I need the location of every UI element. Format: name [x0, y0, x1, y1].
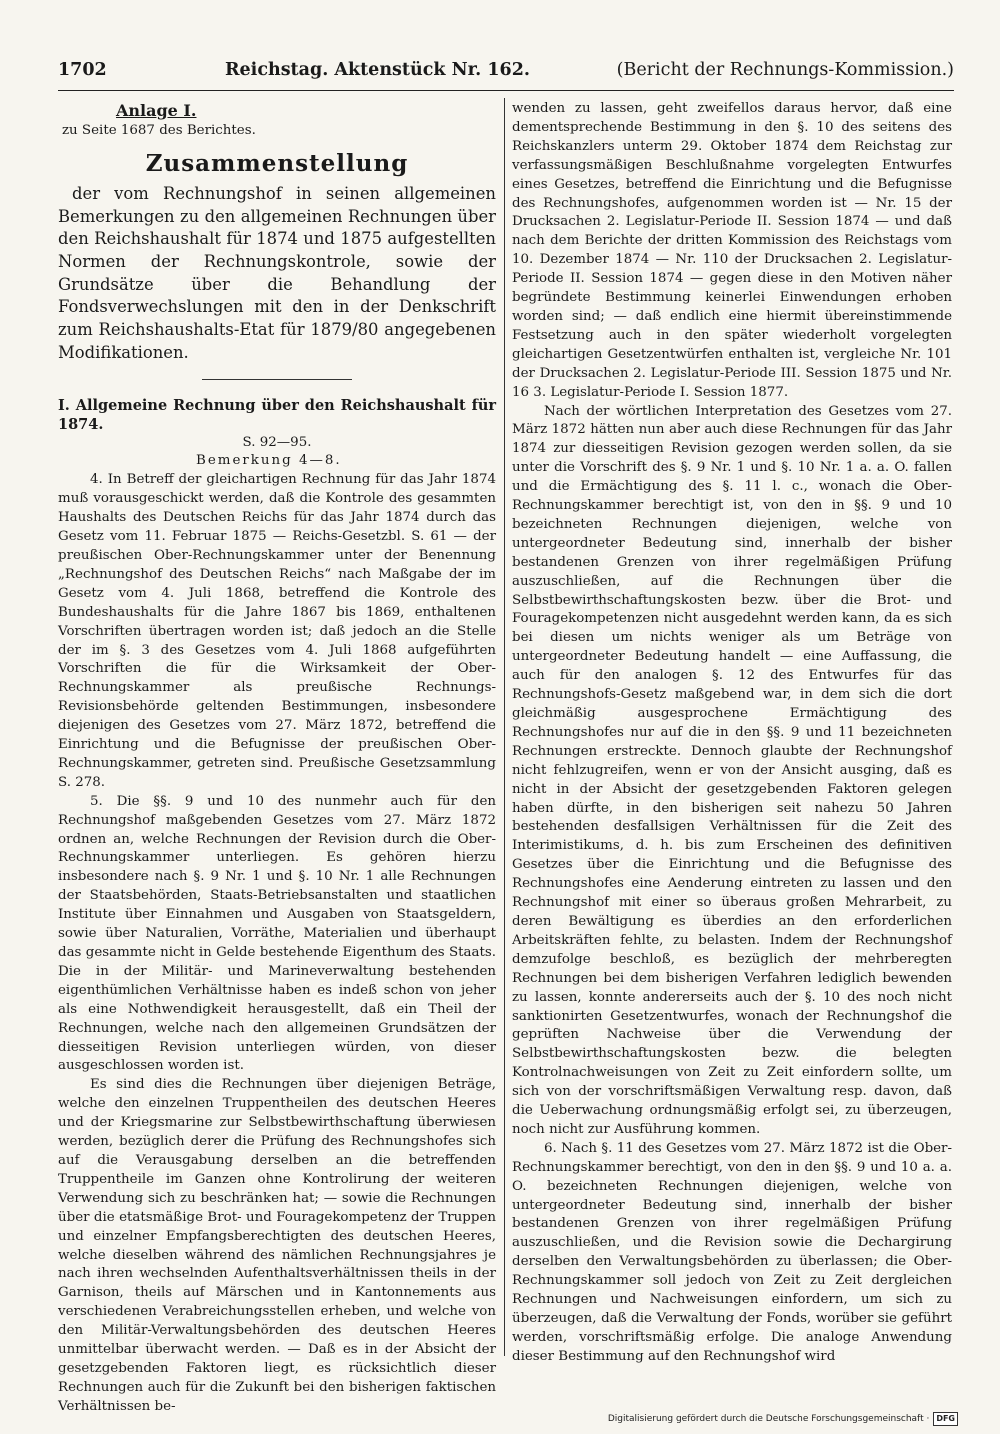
paragraph-5-continued: Es sind dies die Rechnungen über diejenigen Beträge, welche den einzelnen Truppentheilen des deutschen Heeres und der Kriegsmarine zur Selbstbewirthschaftung überwiesen werden, bezüglich derer die Prüfung des Rechnungshofes sich auf die Verausgabung derselben an die betreffenden Truppentheile im Ganzen ohne Kontrolirung der weiteren Verwendung sich zu beschränken hat; — sowie die Rechnungen über die etatsmäßige Brot- und Fouragekompetenz der Truppen und einzelner Empfangsberechtigten des deutschen Heeres, welche dieselben während des nämlichen Rechnungsjahres je nach ihren wechselnden Aufenthaltsverhältnissen theils in der Garnison, theils auf Märschen und in Kantonnements aus verschiedenen Verabreichungsstellen erheben, und welche von den Militär-Verwaltungsbehörden des deutschen Heeres unmittelbar überwacht werden. — Daß es in der Absicht der gesetzgebenden Faktoren liegt, es rücksichtlich dieser Rechnungen auch für die Zukunft bei den bisherigen faktischen Verhältnissen be- — [58, 1077, 496, 1414]
page-reference: zu Seite 1687 des Berichtes. — [62, 123, 256, 138]
left-column — [58, 100, 496, 1417]
section-heading: I. Allgemeine Rechnung über den Reichshaushalt für 1874. — [58, 396, 496, 433]
digitization-footer — [608, 1412, 958, 1426]
header-report: (Bericht der Rechnungs-Kommission.) — [616, 60, 954, 80]
dfg-logo: DFG — [933, 1412, 958, 1426]
paragraph-6: 6. Nach §. 11 des Gesetzes vom 27. März 1872 ist die Ober-Rechnungskammer berechtigt, von den in den §§. 9 und 10 a. a. O. bezeichneten Rechnungen diejenigen, welche von untergeordneter Bedeutung sind, innerhalb der bisher bestandenen Grenzen von ihrer regelmäßigen Prüfung auszuschließen, und die Revision sowie die Dechargirung derselben den Verwaltungsbehörden zu überlassen; die Ober-Rechnungskammer soll jedoch von Zeit zu Zeit dergleichen Rechnungen und Nachweisungen einfordern, um sich zu überzeugen, daß die Verwaltung der Fonds, worüber sie geführt werden, vorschriftsmäßig erfolge. Die analoge Anwendung dieser Bestimmung auf den Rechnungshof wird — [512, 1140, 952, 1364]
anlage-label: Anlage I. — [116, 101, 197, 120]
running-header — [58, 56, 954, 91]
title-description: der vom Rechnungshof in seinen allgemeinen Bemerkungen zu den allgemeinen Rechnungen über den Reichshaushalt für 1874 und 1875 aufgestellten Normen der Rechnungskontrole, sowie der Grundsätze über die Behandlung der Fondsverwechslungen mit den in der Denkschrift zum Reichshaushalts-Etat für 1879/80 angegebenen Modifikationen. — [58, 183, 496, 362]
paragraph-4: 4. In Betreff der gleichartigen Rechnung für das Jahr 1874 muß vorausgeschickt werden, daß die Kontrole des gesammten Haushalts des Deutschen Reichs für das Jahr 1874 durch das Gesetz vom 11. Februar 1875 — Reichs-Gesetzbl. S. 61 — der preußischen Ober-Rechnungskammer unter der Benennung „Rechnungshof des Deutschen Reichs“ nach Maßgabe der im Gesetz vom 4. Juli 1868, betreffend die Kontrole des Bundeshaushalts für die Jahre 1867 bis 1869, enthaltenen Vorschriften übertragen worden ist; daß jedoch an die Stelle der im §. 3 des Gesetzes vom 4. Juli 1868 aufgeführten Vorschriften die für die Wirksamkeit der Ober-Rechnungskammer als preußische Rechnungs-Revisionsbehörde geltenden Bestimmungen, insbesondere diejenigen des Gesetzes vom 27. März 1872, betreffend die Einrichtung und die Befugnisse der preußischen Ober-Rechnungskammer, getreten sind. Preußische Gesetzsammlung S. 278. — [58, 472, 496, 790]
page-number: 1702 — [58, 60, 107, 80]
header-title: Reichstag. Aktenstück Nr. 162. — [225, 60, 530, 80]
paragraph-continuation: wenden zu lassen, geht zweifellos daraus hervor, daß eine dementsprechende Bestimmung in den §. 10 des seitens des Reichskanzlers unterm 29. Oktober 1874 dem Reichstag zur verfassungsmäßigen Beschlußnahme vorgelegten Entwurfes eines Gesetzes, betreffend die Einrichtung und die Befugnisse des Rechnungshofes, aufgenommen worden ist — Nr. 15 der Drucksachen 2. Legislatur-Periode II. Session 1874 — und daß nach dem Berichte der dritten Kommission des Reichstags vom 10. Dezember 1874 — Nr. 110 der Drucksachen 2. Legislatur-Periode II. Session 1874 — gegen diese in den Motiven näher begründete Bestimmung keinerlei Einwendungen erhoben worden sind; — daß endlich eine hiermit übereinstimmende Festsetzung auch in den später wiederholt vorgelegten gleichartigen Gesetzentwürfen enthalten ist, vergleiche Nr. 101 der Drucksachen 2. Legislatur-Periode III. Session 1875 und Nr. 16 3. Legislatur-Periode I. Session 1877. — [512, 101, 952, 400]
column-divider — [504, 98, 505, 1356]
section-pages: S. 92—95. — [242, 434, 312, 450]
separator-rule — [202, 379, 352, 380]
document-title: Zusammenstellung — [145, 149, 409, 177]
paragraph-5: 5. Die §§. 9 und 10 des nunmehr auch für den Rechnungshof maßgebenden Gesetzes vom 27. März 1872 ordnen an, welche Rechnungen der Revision durch die Ober-Rechnungskammer unterliegen. Es gehören hierzu insbesondere nach §. 9 Nr. 1 und §. 10 Nr. 1 alle Rechnungen der Staatsbehörden, Staats-Betriebsanstalten und staatlichen Institute über Einnahmen und Ausgaben von Staatsgeldern, sowie über Naturalien, Vorräthe, Materialien und überhaupt das gesammte nicht in Gelde bestehende Eigenthum des Staats. Die in der Militär- und Marineverwaltung bestehenden eigenthümlichen Verhältnisse haben es indeß schon von jeher als eine Nothwendigkeit herausgestellt, daß ein Theil der Rechnungen, welche nach den allgemeinen Grundsätzen der diesseitigen Revision unterliegen würden, von dieser ausgeschlossen worden ist. — [58, 793, 496, 1074]
remark-label: Bemerkung 4—8. — [196, 453, 342, 469]
right-column — [512, 100, 952, 1367]
paragraph-interpretation: Nach der wörtlichen Interpretation des Gesetzes vom 27. März 1872 hätten nun aber auch diese Rechnungen für das Jahr 1874 zur diesseitigen Revision gezogen werden sollen, da sie unter die Vorschrift des §. 9 Nr. 1 und §. 10 Nr. 1 a. a. O. fallen und die Ermächtigung des §. 11 l. c., wonach die Ober-Rechnungskammer berechtigt ist, von den in §§. 9 und 10 bezeichneten Rechnungen diejenigen, welche von untergeordneter Bedeutung sind, innerhalb der bisher bestandenen Grenzen von ihrer regelmäßigen Prüfung auszuschließen, auf die Rechnungen über die Selbstbewirthschaftungskosten bezw. über die Brot- und Fouragekompetenzen nicht ausgedehnt werden kann, da es sich bei diesen um nichts weniger als um Beträge von untergeordneter Bedeutung handelt — eine Auffassung, die auch für den analogen §. 12 des Entwurfes für das Rechnungshofs-Gesetz maßgebend war, in dem sich die dort gleichmäßig ausgesprochene Ermächtigung des Rechnungshofes nur auf die in den §§. 9 und 11 bezeichneten Rechnungen erstreckte. Dennoch glaubte der Rechnungshof nicht fehlzugreifen, wenn er von der Ansicht ausging, daß es nicht in der Absicht der gesetzgebenden Faktoren gelegen haben dürfte, in den bisherigen seit nahezu 50 Jahren bestehenden desfallsigen Verhältnissen für die Zeit des Interimistikums, d. h. bis zum Erscheinen des definitiven Gesetzes über die Einrichtung und die Befugnisse des Rechnungshofes eine Aenderung eintreten zu lassen und den Rechnungshof mit einer so überaus großen Mehrarbeit, zu deren Bewältigung es überdies an den erforderlichen Arbeitskräften fehlte, zu belasten. Indem der Rechnungshof demzufolge beschloß, es bezüglich der mehrberegten Rechnungen bei dem bisherigen Verfahren lediglich bewenden zu lassen, konnte andererseits auch der §. 10 des noch nicht sanktionirten Gesetzentwurfes, wonach der Rechnungshof die geprüften Nachweise über die Verwendung der Selbstbewirthschaftungskosten bezw. die belegten Kontrolnachweisungen von Zeit zu Zeit einfordern sollte, um sich von der vorschriftsmäßigen Verwaltung resp. davon, daß die Ueberwachung ordnungsmäßig erfolgt sei, zu überzeugen, noch nicht zur Ausführung kommen. — [512, 403, 952, 1137]
funding-note: Digitalisierung gefördert durch die Deutsche Forschungsgemeinschaft · — [607, 1414, 930, 1424]
